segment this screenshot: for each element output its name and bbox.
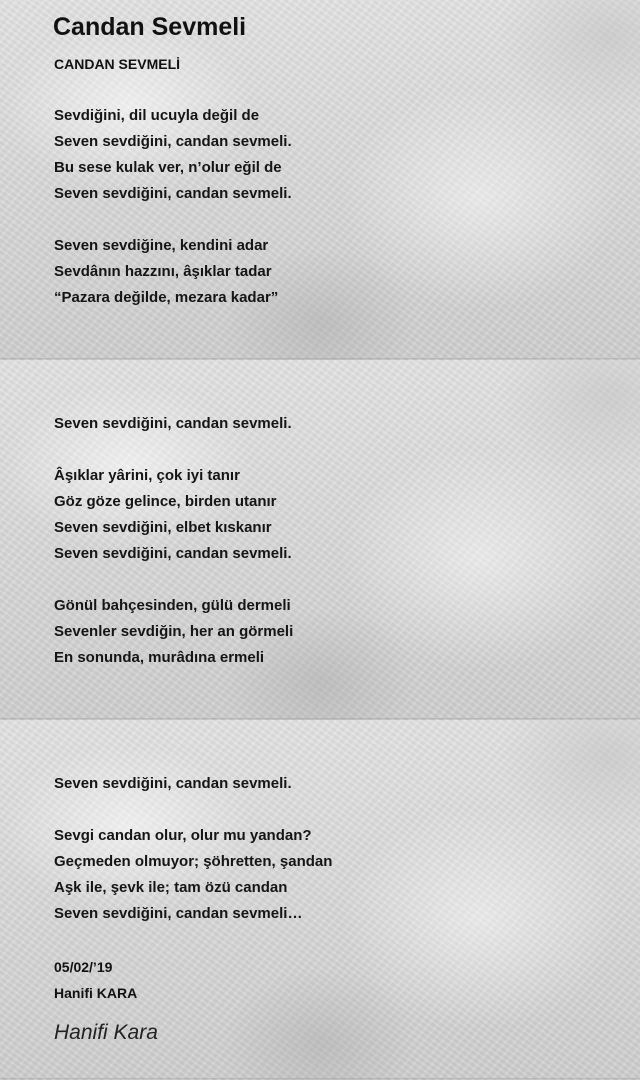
poem-line: Geçmeden olmuyor; şöhretten, şandan	[54, 853, 333, 870]
poem-title: Candan Sevmeli	[53, 13, 247, 41]
poem-line: Seven sevdiğini, candan sevmeli.	[54, 185, 292, 202]
poem-line: Seven sevdiğine, kendini adar	[54, 237, 269, 254]
poem-line: Seven sevdiğini, candan sevmeli.	[54, 415, 292, 432]
poem-author: Hanifi KARA	[54, 985, 138, 1001]
poem-line: Sevenler sevdiğin, her an görmeli	[54, 623, 294, 640]
poem-line: Sevdiğini, dil ucuyla değil de	[54, 107, 260, 124]
author-signature: Hanifi Kara	[54, 1021, 158, 1044]
poem-line: Aşk ile, şevk ile; tam özü candan	[54, 879, 288, 896]
poem-line: Seven sevdiğini, candan sevmeli.	[54, 133, 292, 150]
poem-line: Sevdânın hazzını, âşıklar tadar	[54, 263, 272, 280]
poem-line: Gönül bahçesinden, gülü dermeli	[54, 597, 291, 614]
poem-line: Bu sese kulak ver, n’olur eğil de	[54, 159, 282, 176]
poem-line: Sevgi candan olur, olur mu yandan?	[54, 827, 312, 844]
poem-heading: CANDAN SEVMELİ	[54, 56, 181, 72]
poem-line: Seven sevdiğini, candan sevmeli.	[54, 775, 292, 792]
poem-date: 05/02/’19	[54, 959, 113, 975]
poem-line: En sonunda, murâdına ermeli	[54, 649, 265, 666]
poem-line: Âşıklar yârini, çok iyi tanır	[54, 467, 240, 484]
poem-line: Seven sevdiğini, candan sevmeli.	[54, 545, 292, 562]
poem-line: Göz göze gelince, birden utanır	[54, 493, 277, 510]
poem-line: Seven sevdiğini, candan sevmeli…	[54, 905, 303, 922]
poem-line: Seven sevdiğini, elbet kıskanır	[54, 519, 272, 536]
poem-card-part-1	[0, 0, 640, 360]
poem-line: “Pazara değilde, mezara kadar”	[54, 289, 279, 306]
poem-card-part-2	[0, 360, 640, 720]
